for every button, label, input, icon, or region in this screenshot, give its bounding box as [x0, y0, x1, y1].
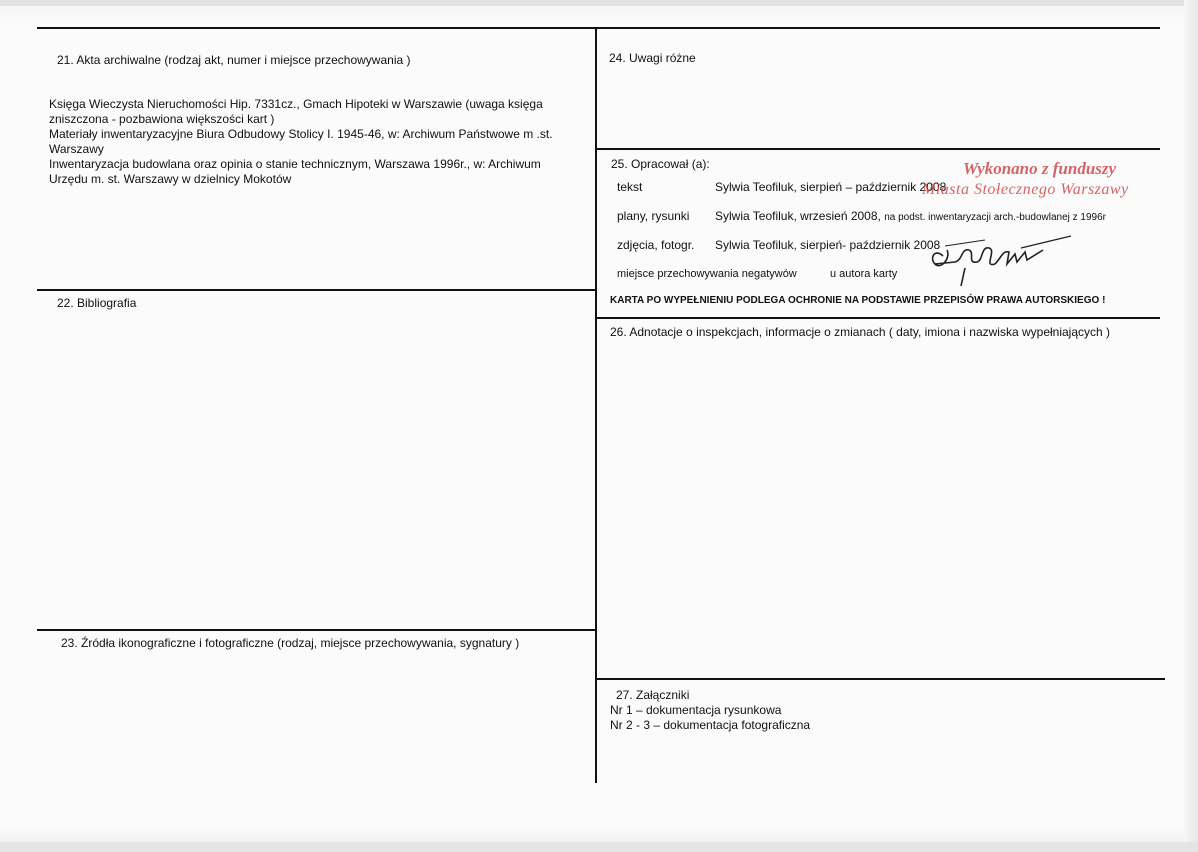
- rule-25-26: [597, 317, 1160, 319]
- scan-right-edge: [1184, 0, 1198, 852]
- attachment-item: Nr 2 - 3 – dokumentacja fotograficzna: [610, 718, 811, 732]
- section-21-content: [49, 97, 553, 187]
- plany-value: Sylwia Teofiluk, wrzesień 2008,: [715, 209, 881, 223]
- row-value-tekst: Sylwia Teofiluk, sierpień – październik 2008: [715, 180, 947, 194]
- negatives-value: u autora karty: [830, 268, 898, 280]
- section-22-title: 22. Bibliografia: [57, 296, 137, 310]
- archive-line: Inwentaryzacja budowlana oraz opinia o stanie technicznym, Warszawa 1996r., w: Archiwum: [49, 157, 541, 171]
- row-label-zdjecia: zdjęcia, fotogr.: [617, 238, 695, 252]
- row-label-plany: plany, rysunki: [617, 209, 690, 223]
- section-21-title: 21. Akta archiwalne (rodzaj akt, numer i miejsce przechowywania ): [57, 53, 411, 67]
- top-rule: [37, 27, 1160, 29]
- rule-21-22: [37, 289, 597, 291]
- section-25-title: 25. Opracował (a):: [611, 157, 710, 171]
- funding-stamp-line2: Miasta Stołecznego Warszawy: [922, 181, 1129, 198]
- attachment-item: Nr 1 – dokumentacja rysunkowa: [610, 703, 782, 717]
- plany-note: na podst. inwentaryzacji arch.-budowlanej z 1996r: [884, 212, 1107, 223]
- rule-26-27: [597, 678, 1165, 680]
- row-label-tekst: tekst: [617, 180, 643, 194]
- archive-line: Urzędu m. st. Warszawy w dzielnicy Mokotów: [49, 172, 292, 186]
- section-23-title: 23. Źródła ikonograficzne i fotograficzne (rodzaj, miejsce przechowywania, sygnatury ): [61, 636, 520, 650]
- archive-line: Materiały inwentaryzacyjne Biura Odbudowy Stolicy I. 1945-46, w: Archiwum Państwowe m .st.: [49, 127, 553, 141]
- copyright-notice: KARTA PO WYPEŁNIENIU PODLEGA OCHRONIE NA PODSTAWIE PRZEPISÓW PRAWA AUTORSKIEGO !: [610, 295, 1106, 306]
- funding-stamp-line1: Wykonano z funduszy: [963, 159, 1117, 178]
- section-26-title: 26. Adnotacje o inspekcjach, informacje o zmianach ( daty, imiona i nazwiska wypełniających ): [610, 325, 1111, 339]
- rule-24-25: [597, 148, 1160, 150]
- rule-22-23: [37, 629, 597, 631]
- section-24-title: 24. Uwagi różne: [609, 51, 696, 65]
- scan-top-edge: [0, 0, 1198, 6]
- section-27-title: 27. Załączniki: [616, 688, 690, 702]
- archive-line: zniszczona - pozbawiona większości kart ): [49, 112, 275, 126]
- archive-line: Warszawy: [49, 142, 104, 156]
- row-value-plany: [715, 209, 1106, 223]
- center-divider: [595, 27, 597, 783]
- scan-bottom-edge: [0, 842, 1198, 852]
- archive-line: Księga Wieczysta Nieruchomości Hip. 7331cz., Gmach Hipoteki w Warszawie (uwaga księga: [49, 97, 543, 111]
- signature-mark: [925, 228, 1075, 288]
- negatives-label: miejsce przechowywania negatywów: [617, 268, 797, 280]
- row-value-zdjecia: Sylwia Teofiluk, sierpień- październik 2008: [715, 238, 941, 252]
